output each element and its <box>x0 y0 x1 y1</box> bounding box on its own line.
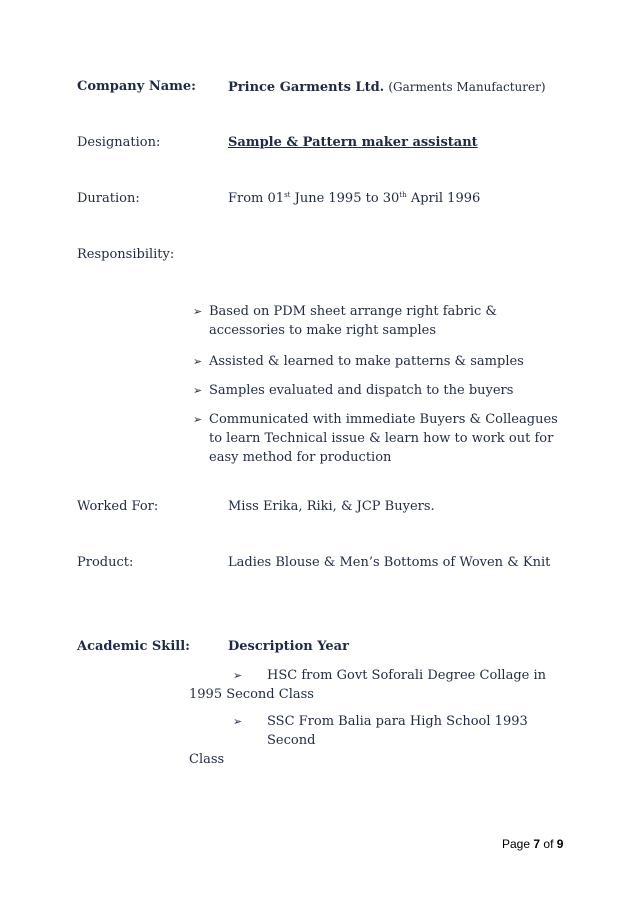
duration-sup1: st <box>284 191 291 199</box>
academic-item-rest: Class <box>189 752 225 767</box>
list-item-text: Assisted & learned to make patterns & samples <box>209 354 524 369</box>
duration-prefix: From 01 <box>228 191 285 206</box>
designation-value: Sample & Pattern maker assistant <box>228 135 478 150</box>
worked-for-value: Miss Erika, Riki, & JCP Buyers. <box>228 499 435 514</box>
arrow-bullet-icon: ➢ <box>193 305 203 318</box>
product-value: Ladies Blouse & Men’s Bottoms of Woven & Knit <box>228 555 551 570</box>
arrow-bullet-icon: ➢ <box>193 384 203 397</box>
company-value <box>228 78 546 97</box>
footer-page-number: 7 <box>533 837 541 851</box>
academic-item <box>189 712 549 769</box>
list-item <box>193 381 573 400</box>
duration-sup2: th <box>399 191 407 199</box>
academic-label: Academic Skill: <box>77 639 190 654</box>
list-item-text: Based on PDM sheet arrange right fabric & accessories to make right samples <box>209 304 497 338</box>
responsibility-list <box>193 302 573 479</box>
arrow-bullet-icon: ➢ <box>233 715 243 728</box>
duration-mid: June 1995 to 30 <box>294 191 400 206</box>
footer-of-word: of <box>543 837 554 851</box>
designation-label: Designation: <box>77 135 161 150</box>
duration-suffix: April 1996 <box>410 191 481 206</box>
duration-label: Duration: <box>77 191 140 206</box>
list-item <box>193 352 573 371</box>
arrow-bullet-icon: ➢ <box>233 669 243 682</box>
list-item-text: Samples evaluated and dispatch to the buyers <box>209 383 514 398</box>
duration-value <box>228 190 480 208</box>
academic-item-first: SSC From Balia para High School 1993 Second <box>267 714 528 748</box>
footer-total-pages: 9 <box>556 837 564 851</box>
footer-page-word: Page <box>502 837 531 851</box>
list-item <box>193 410 573 467</box>
page-footer <box>502 837 563 851</box>
arrow-bullet-icon: ➢ <box>193 413 203 426</box>
list-item <box>193 302 573 340</box>
company-type: (Garments Manufacturer) <box>388 80 546 94</box>
academic-item <box>189 666 549 704</box>
worked-for-label: Worked For: <box>77 499 159 514</box>
product-label: Product: <box>77 555 134 570</box>
list-item-text: Communicated with immediate Buyers & Colleagues to learn Technical issue & learn how to work out for easy method for production <box>209 412 558 465</box>
academic-header: Description Year <box>228 639 349 654</box>
academic-item-first: HSC from Govt Soforali Degree Collage in <box>267 668 547 683</box>
arrow-bullet-icon: ➢ <box>193 355 203 368</box>
academic-item-rest: 1995 Second Class <box>189 687 314 702</box>
responsibility-label: Responsibility: <box>77 247 175 262</box>
company-label: Company Name: <box>77 79 196 94</box>
company-name: Prince Garments Ltd. <box>228 80 385 95</box>
